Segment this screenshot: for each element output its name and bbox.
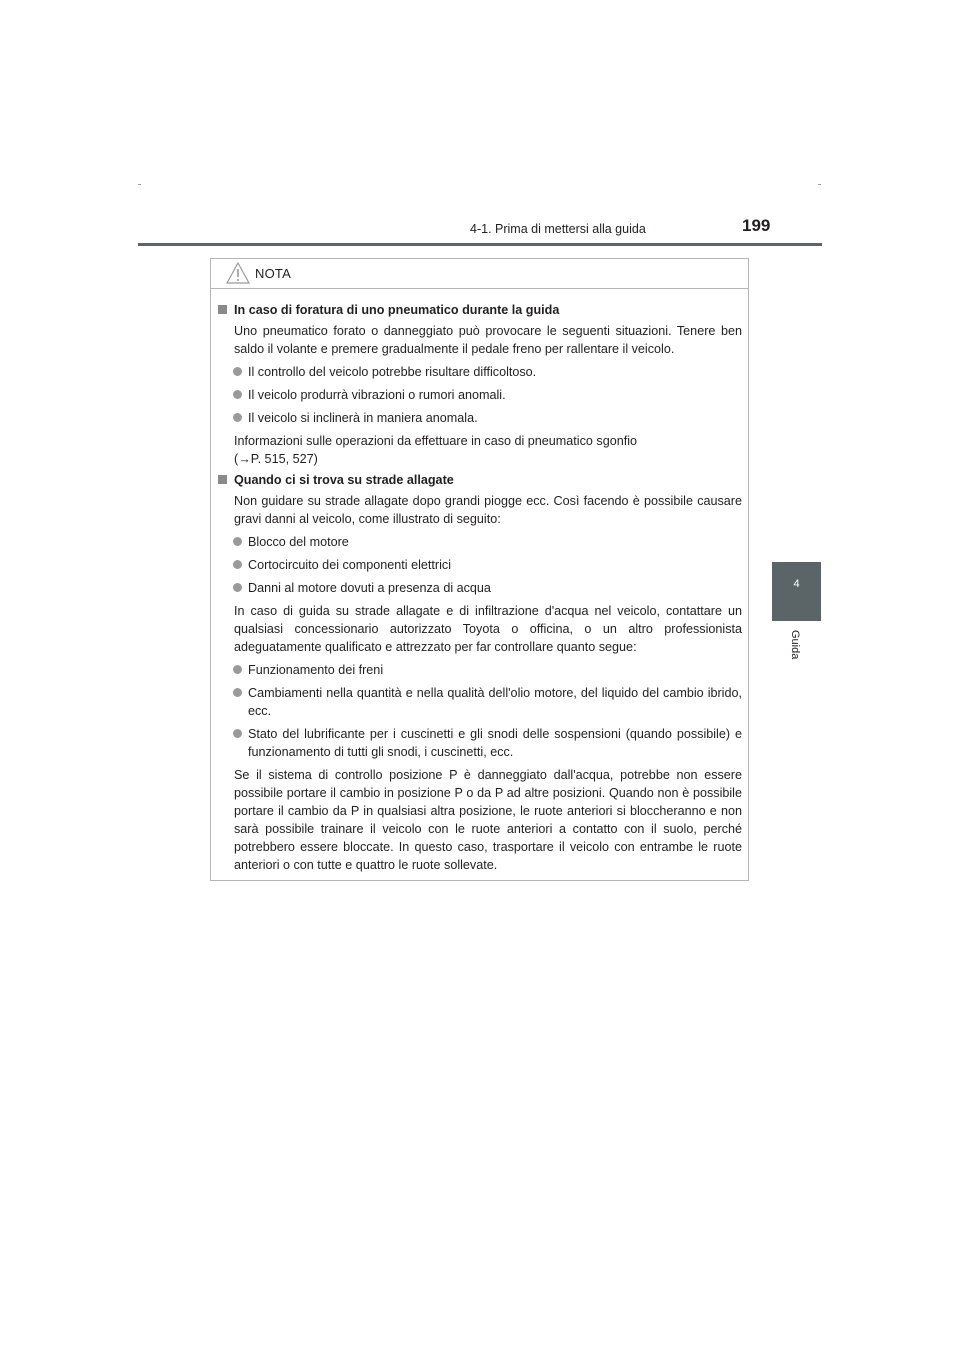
circle-bullet-icon xyxy=(233,583,242,592)
circle-bullet-icon xyxy=(233,390,242,399)
list-item: Danni al motore dovuti a presenza di acqua xyxy=(216,579,742,597)
section-middle: In caso di guida su strade allagate e di infiltrazione d'acqua nel veicolo, contattare un qualsiasi concessionario autorizzato Toyota o officina, o un altro professionista adeguatamente qualificato e attrezzato per far controllare quanto segue: xyxy=(234,604,742,654)
list-item: Blocco del motore xyxy=(216,533,742,551)
square-bullet-icon xyxy=(218,475,227,484)
note-header xyxy=(211,259,748,289)
circle-bullet-icon xyxy=(233,560,242,569)
circle-bullet-icon xyxy=(233,537,242,546)
section-intro: Uno pneumatico forato o danneggiato può provocare le seguenti situazioni. Tenere ben saldo il volante e premere gradualmente il pedale freno per rallentare il veicolo. xyxy=(234,324,742,356)
note-box xyxy=(210,258,749,881)
crop-mark-left xyxy=(138,184,141,185)
note-label: NOTA xyxy=(255,266,291,281)
section-title: Quando ci si trova su strade allagate xyxy=(216,471,742,489)
section-final: Se il sistema di controllo posizione P è danneggiato dall'acqua, potrebbe non essere possibile portare il cambio in posizione P o da P ad altre posizioni. Quando non è possibile portare il cambio da P in qualsiasi altra posizione, le ruote anteriori si bloccheranno e non sarà possibile trainare il veicolo con le ruote anteriori a contatto con il suolo, perché potrebbero essere bloccate. In questo caso, trasportare il veicolo con entrambe le ruote anteriori o con tutte e quattro le ruote sollevate. xyxy=(234,768,742,872)
section-title: In caso di foratura di uno pneumatico durante la guida xyxy=(216,301,742,319)
circle-bullet-icon xyxy=(233,367,242,376)
page-reference: (→P. 515, 527) xyxy=(234,452,318,466)
list-item: Il veicolo si inclinerà in maniera anomala. xyxy=(216,409,742,427)
chapter-tab-label: Guida xyxy=(789,630,801,660)
circle-bullet-icon xyxy=(233,688,242,697)
warning-triangle-icon xyxy=(226,262,250,289)
header-section-title: 4-1. Prima di mettersi alla guida xyxy=(470,222,646,236)
square-bullet-icon xyxy=(218,305,227,314)
list-item: Il veicolo produrrà vibrazioni o rumori anomali. xyxy=(216,386,742,404)
section-intro: Non guidare su strade allagate dopo grandi piogge ecc. Così facendo è possibile causare gravi danni al veicolo, come illustrato di seguito: xyxy=(234,494,742,526)
chapter-tab xyxy=(772,562,821,621)
page-number: 199 xyxy=(742,216,771,235)
circle-bullet-icon xyxy=(233,729,242,738)
circle-bullet-icon xyxy=(233,413,242,422)
crop-mark-right xyxy=(818,184,821,185)
list-item: Cambiamenti nella quantità e nella qualità dell'olio motore, del liquido del cambio ibrido, ecc. xyxy=(216,684,742,720)
circle-bullet-icon xyxy=(233,665,242,674)
header-rule xyxy=(138,243,822,246)
list-item: Cortocircuito dei componenti elettrici xyxy=(216,556,742,574)
section-outro: Informazioni sulle operazioni da effettuare in caso di pneumatico sgonfio (→P. 515, 527) xyxy=(216,432,742,468)
chapter-tab-number: 4 xyxy=(793,578,800,590)
list-item: Funzionamento dei freni xyxy=(216,661,742,679)
list-item: Il controllo del veicolo potrebbe risultare difficoltoso. xyxy=(216,363,742,381)
note-body xyxy=(211,289,748,874)
list-item: Stato del lubrificante per i cuscinetti e gli snodi delle sospensioni (quando possibile) e funzionamento di tutti gli snodi, i cuscinetti, ecc. xyxy=(216,725,742,761)
